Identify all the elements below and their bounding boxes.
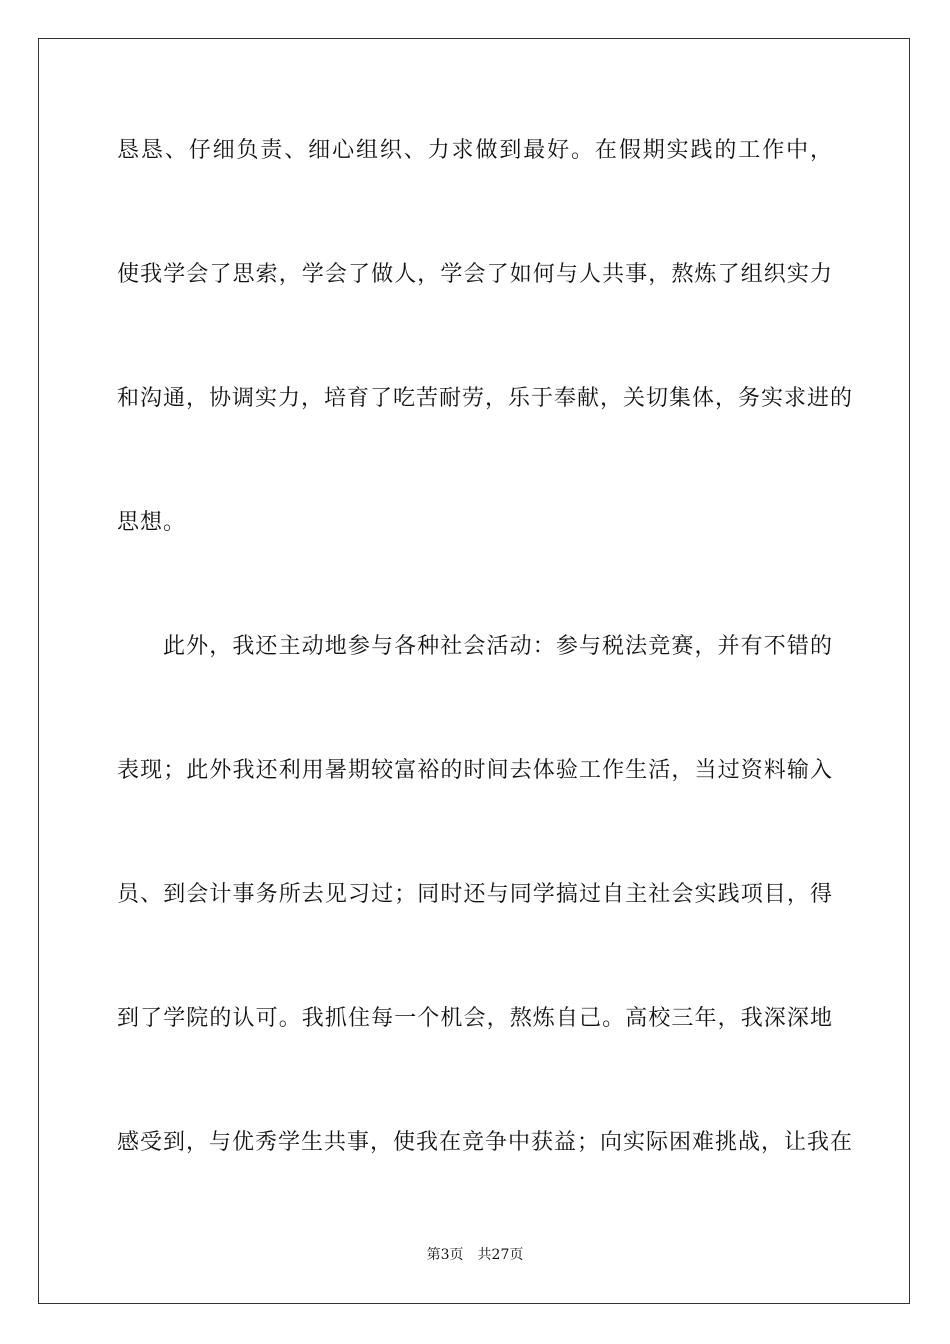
body-text-line: 到了学院的认可。我抓住每一个机会，熬炼自己。高校三年，我深深地 xyxy=(117,1006,833,1031)
page-frame xyxy=(38,38,910,1304)
page-total: 共27页 xyxy=(477,1247,524,1263)
body-text-line: 恳恳、仔细负责、细心组织、力求做到最好。在假期实践的工作中， xyxy=(117,138,833,163)
page-footer xyxy=(0,1245,950,1265)
body-text-line: 表现；此外我还利用暑期较富裕的时间去体验工作生活，当过资料输入 xyxy=(117,758,833,783)
body-text-line: 员、到会计事务所去见习过；同时还与同学搞过自主社会实践项目，得 xyxy=(117,882,833,907)
body-text-line: 思想。 xyxy=(117,510,187,535)
body-text-line: 使我学会了思索，学会了做人，学会了如何与人共事，熬炼了组织实力 xyxy=(117,262,833,287)
body-text-line: 和沟通，协调实力，培育了吃苦耐劳，乐于奉献，关切集体，务实求进的 xyxy=(117,386,854,411)
body-text-line: 感受到，与优秀学生共事，使我在竞争中获益；向实际困难挑战，让我在 xyxy=(117,1130,854,1155)
page-number: 第3页 xyxy=(426,1247,464,1263)
body-text-line: 此外，我还主动地参与各种社会活动：参与税法竞赛，并有不错的 xyxy=(163,634,833,659)
